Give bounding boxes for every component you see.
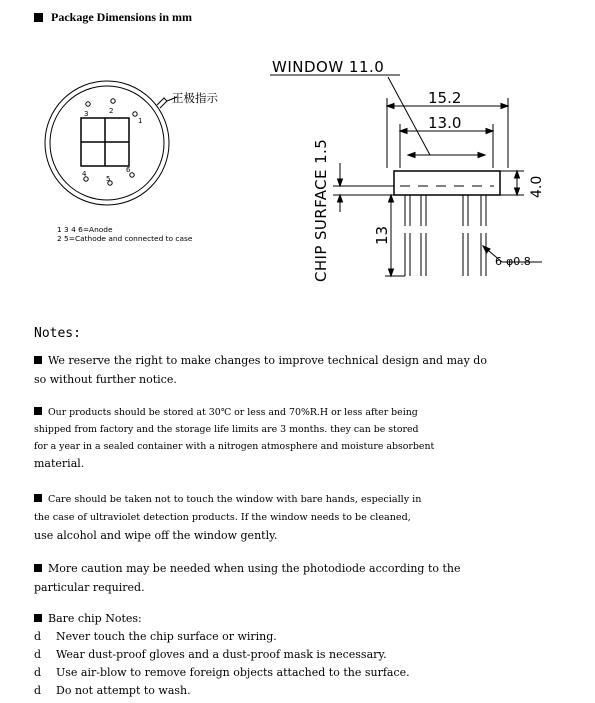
bullet-square-icon: [34, 614, 42, 622]
section-title-text: Package Dimensions in mm: [51, 10, 192, 24]
package-body: [394, 171, 500, 195]
dimension-13-lead-length: 13: [373, 225, 391, 245]
pin-label-4: 4: [82, 170, 87, 178]
polarity-tab: [157, 98, 167, 108]
pin-label-5: 5: [106, 175, 111, 183]
note-2-line-1: Our products should be stored at 30℃ or less and 70%R.H or less after being: [34, 404, 434, 421]
pin-spec-arrow: [483, 246, 490, 253]
bullet-d: d: [34, 630, 42, 643]
leads: [405, 195, 486, 276]
bullet-d: d: [34, 648, 42, 661]
bullet-square-icon: [34, 356, 42, 364]
bullet-d: d: [34, 666, 42, 679]
pin-label-6: 6: [126, 166, 131, 174]
note-paragraph-1: [34, 351, 487, 389]
pin-legend-cathode: 2 5=Cathode and connected to case: [57, 234, 193, 243]
bare-chip-item-4: d Do not attempt to wash.: [34, 682, 410, 700]
top-view: [45, 81, 177, 205]
pin-label-1: 1: [138, 117, 143, 125]
chip-surface-dimension-label: CHIP SURFACE 1.5: [312, 138, 330, 282]
arrows-1-5: [338, 179, 343, 202]
package-dimensions-diagram: [0, 0, 595, 300]
package-outer-circle: [45, 81, 169, 205]
pin-3: [86, 102, 90, 106]
pin-spec-label: 6-φ0.8: [495, 255, 531, 268]
bare-chip-notes: [34, 610, 410, 700]
note-paragraph-4: [34, 559, 461, 597]
pin-1: [133, 112, 137, 116]
note-paragraph-3: [34, 491, 421, 545]
dimension-15-2: 15.2: [428, 89, 462, 107]
bare-chip-item-2: d Wear dust-proof gloves and a dust-proof mask is necessary.: [34, 646, 410, 664]
bullet-square-icon: [34, 407, 42, 415]
dimension-13-0: 13.0: [428, 114, 462, 132]
pin-label-3: 3: [84, 110, 89, 118]
note-4-line-2: particular required.: [34, 581, 145, 594]
note-3-line-1: Care should be taken not to touch the window with bare hands, especially in: [34, 491, 421, 509]
note-paragraph-2: [34, 404, 434, 472]
side-view: [270, 75, 542, 276]
note-2-line-2: shipped from factory and the storage life limits are 3 months. they can be stored: [34, 424, 419, 435]
window-leader-diagonal: [388, 77, 430, 155]
dimension-4-0: 4.0: [529, 175, 545, 198]
bullet-square-icon: [34, 564, 42, 572]
window-dimension-label: WINDOW 11.0: [272, 58, 385, 76]
pin-label-2: 2: [109, 107, 114, 115]
pin-2: [111, 99, 115, 103]
bare-chip-item-1: d Never touch the chip surface or wiring.: [34, 628, 410, 646]
notes-heading: Notes:: [34, 326, 81, 341]
bullet-square-icon: [34, 494, 42, 502]
note-3-line-3: use alcohol and wipe off the window gently.: [34, 529, 278, 542]
pin-legend-anode: 1 3 4 6=Anode: [57, 225, 113, 234]
note-2-line-4: material.: [34, 457, 85, 470]
bullet-d: d: [34, 684, 42, 697]
note-3-line-2: the case of ultraviolet detection products. If the window needs to be cleaned,: [34, 512, 411, 523]
note-4-line-1: More caution may be needed when using the photodiode according to the: [34, 559, 461, 578]
polarity-indicator-label: 正极指示: [172, 91, 218, 105]
note-2-line-3: for a year in a sealed container with a nitrogen atmosphere and moisture absorbent: [34, 441, 435, 452]
bare-chip-heading: Bare chip Notes:: [34, 610, 410, 628]
note-1-line-2: so without further notice.: [34, 373, 177, 386]
bare-chip-item-3: d Use air-blow to remove foreign objects attached to the surface.: [34, 664, 410, 682]
note-1-line-1: We reserve the right to make changes to improve technical design and may do: [34, 351, 487, 370]
